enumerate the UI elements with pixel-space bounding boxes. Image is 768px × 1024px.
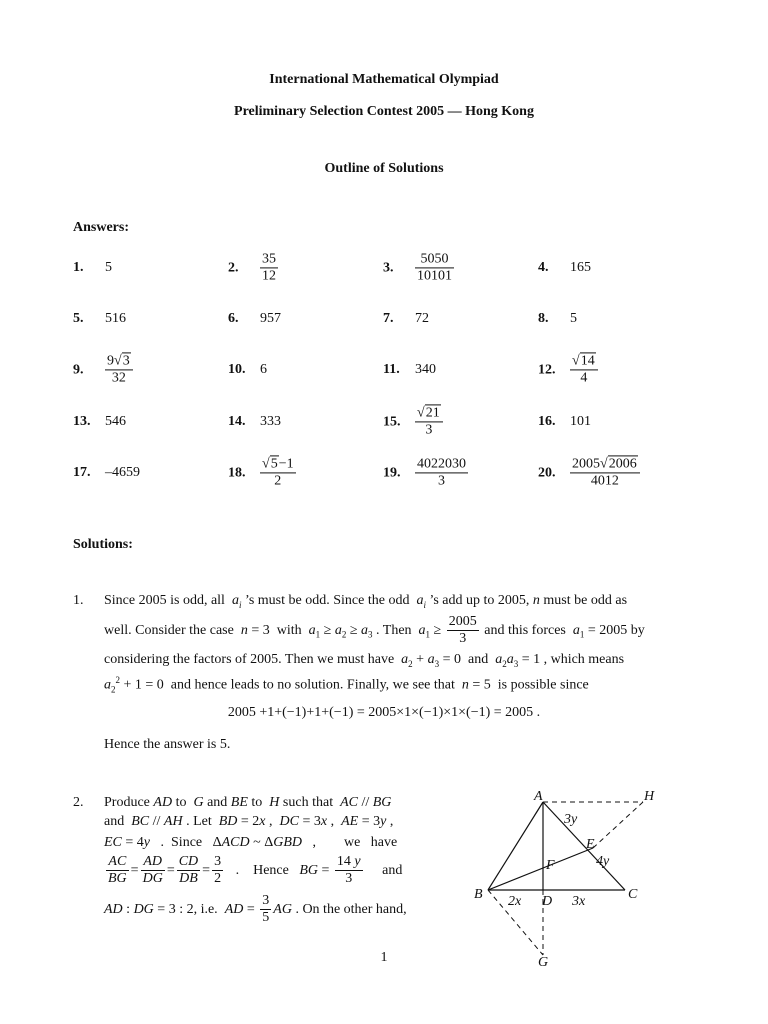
solution-1-number: 1. [73, 593, 84, 608]
answer-fraction [260, 251, 278, 284]
answer-13 [73, 414, 126, 430]
fraction-denominator: 10101 [417, 268, 452, 284]
answer-6 [228, 311, 281, 327]
fraction-numerator [570, 456, 640, 473]
fraction-denominator: 4 [580, 370, 588, 386]
triangle-figure [468, 780, 668, 975]
sqrt-radicand: 5 [270, 456, 278, 472]
answer-value: 165 [570, 260, 591, 275]
answer-14 [228, 414, 281, 430]
fraction-numerator [260, 456, 296, 473]
answer-value: 546 [105, 414, 126, 429]
label-b: B [474, 887, 483, 902]
answer-16 [538, 414, 591, 430]
length-bd: 2x [508, 894, 522, 909]
sqrt-sign: √ [114, 353, 122, 369]
length-ae: 3y [564, 812, 578, 827]
label-a: A [534, 789, 543, 804]
answer-number: 8. [538, 311, 549, 326]
answer-value: 101 [570, 414, 591, 429]
label-f: F [546, 858, 555, 873]
sqrt-radicand: 3 [122, 353, 130, 369]
answer-20 [538, 456, 642, 489]
answer-17 [73, 465, 140, 481]
solution-2-line-4: $\frac{AC}{BG}$ = $\frac{AD}{DG}$ = $\frac{CD}{DB}$ = $\frac{3}{2}$ . Hence BG = $\frac{14 y}{3}$ and [108, 854, 403, 887]
section-title: Outline of Solutions [324, 161, 444, 176]
fraction-numerator: 35 [260, 251, 278, 268]
answer-value: 516 [105, 311, 126, 326]
fraction-denominator: 4012 [590, 473, 619, 489]
answer-value: 6 [260, 362, 267, 377]
label-c: C [628, 887, 638, 902]
answer-3 [383, 251, 456, 284]
answer-value: 5 [105, 260, 112, 275]
answer-number: 4. [538, 260, 549, 275]
fraction-numerator: 4022030 [415, 456, 468, 473]
sqrt-radicand: 21 [425, 405, 440, 421]
answer-number: 6. [228, 311, 239, 326]
answer-value: 333 [260, 414, 281, 429]
segment-be [488, 848, 593, 890]
answer-value: 957 [260, 311, 281, 326]
fraction-numerator [415, 405, 443, 422]
answer-19 [383, 456, 470, 489]
answer-11 [383, 362, 436, 378]
solution-2-number: 2. [73, 795, 84, 810]
sqrt-radicand: 14 [580, 353, 595, 369]
answer-4 [538, 260, 591, 276]
label-e: E [586, 837, 595, 852]
length-dc: 3x [572, 894, 586, 909]
answer-5 [73, 311, 126, 327]
solution-1-line-2: well. Consider the case n = 3 with $a_1 \ge a_2 \ge a_3$ . Then $a_1$ ≥ $\frac{2005}{3}$ and this forces $a_1 = 2005$ by [104, 614, 645, 647]
answer-9 [73, 353, 135, 386]
solution-1-line-4: $a_2^2 + 1 = 0$ and hence leads to no solution. Finally, we see that n = 5 is possible since [104, 675, 589, 695]
contest-title: International Mathematical Olympiad [269, 72, 499, 87]
answer-12 [538, 353, 600, 386]
solution-2-line-1: Produce AD to G and BE to H such that AC // BG [104, 795, 392, 810]
fraction-numerator [105, 353, 133, 370]
answer-15 [383, 405, 445, 438]
answer-number: 15. [383, 414, 401, 429]
label-g: G [538, 955, 549, 970]
answer-number: 19. [383, 465, 401, 480]
answer-fraction [570, 353, 598, 386]
answer-fraction [260, 456, 296, 489]
solution-1-line-1: Since 2005 is odd, all $a_i$ ’s must be odd. Since the odd $a_i$ ’s add up to 2005, n must be odd as [104, 593, 628, 610]
answer-value: –4659 [105, 465, 140, 480]
sqrt-sign: √ [262, 456, 270, 472]
fraction-denominator: 3 [438, 473, 445, 489]
fraction-denominator: 3 [425, 422, 433, 438]
solution-2-line-5: AD : DG = 3 : 2, i.e. AD = $\frac{3}{5}$ AG . On the other hand, [104, 893, 407, 926]
answer-number: 11. [383, 362, 400, 377]
sqrt-radicand: 2006 [608, 456, 637, 472]
answer-fraction [105, 353, 133, 386]
answers-heading: Answers: [73, 220, 129, 235]
answer-number: 10. [228, 362, 246, 377]
answer-value: 340 [415, 362, 436, 377]
answer-number: 3. [383, 260, 394, 275]
answer-number: 12. [538, 362, 556, 377]
segment-ab [488, 802, 543, 890]
answer-number: 1. [73, 260, 84, 275]
answer-value: 72 [415, 311, 429, 326]
fraction-numerator [570, 353, 598, 370]
answer-number: 14. [228, 414, 246, 429]
contest-subtitle: Preliminary Selection Contest 2005 — Hong Kong [234, 104, 534, 119]
fraction-denominator: 2 [274, 473, 282, 489]
segment-ac [543, 802, 625, 890]
answer-number: 2. [228, 260, 239, 275]
answer-fraction [415, 405, 443, 438]
solution-1-conclusion: Hence the answer is 5. [104, 737, 231, 752]
page-number: 1 [380, 950, 388, 965]
solution-1-equation: 2005 +1+(−1)+1+(−1) = 2005×1×(−1)×1×(−1) = 2005 . [227, 705, 541, 720]
sqrt-sign: √ [572, 353, 580, 369]
fraction-denominator: 32 [111, 370, 126, 386]
answer-fraction [570, 456, 640, 489]
solution-1-line-3: considering the factors of 2005. Then we must have $a_2 + a_3 = 0$ and $a_2a_3 = 1$ , which means [104, 652, 625, 669]
sqrt-sign: √ [600, 456, 608, 472]
answer-number: 5. [73, 311, 84, 326]
label-h: H [644, 789, 655, 804]
solutions-heading: Solutions: [73, 537, 133, 552]
answer-number: 16. [538, 414, 556, 429]
solution-2-line-2: and BC // AH . Let BD = 2x , DC = 3x , AE = 3y , [104, 814, 394, 829]
answer-fraction [415, 251, 454, 284]
answer-fraction [415, 456, 468, 489]
length-ec: 4y [596, 854, 610, 869]
numerator-coefficient: 9 [107, 353, 114, 369]
answer-number: 18. [228, 465, 246, 480]
answer-18 [228, 456, 298, 489]
answer-1 [73, 260, 112, 276]
fraction-numerator: 5050 [415, 251, 454, 268]
answer-number: 17. [73, 465, 91, 480]
label-d: D [542, 894, 553, 909]
fraction-denominator: 12 [262, 268, 276, 284]
answer-number: 13. [73, 414, 91, 429]
answer-7 [383, 311, 429, 327]
answer-value: 5 [570, 311, 577, 326]
segment-eh-dashed [593, 802, 643, 848]
answer-2 [228, 251, 280, 284]
answer-number: 7. [383, 311, 394, 326]
numerator-coefficient: 2005 [572, 456, 600, 472]
numerator-term: −1 [278, 456, 294, 472]
answer-number: 9. [73, 362, 84, 377]
sqrt-sign: √ [417, 405, 425, 421]
answer-8 [538, 311, 577, 327]
answer-number: 20. [538, 465, 556, 480]
answer-10 [228, 362, 267, 378]
solution-2-line-3: EC = 4y . Since ΔACD ~ ΔGBD , we have [104, 835, 398, 850]
